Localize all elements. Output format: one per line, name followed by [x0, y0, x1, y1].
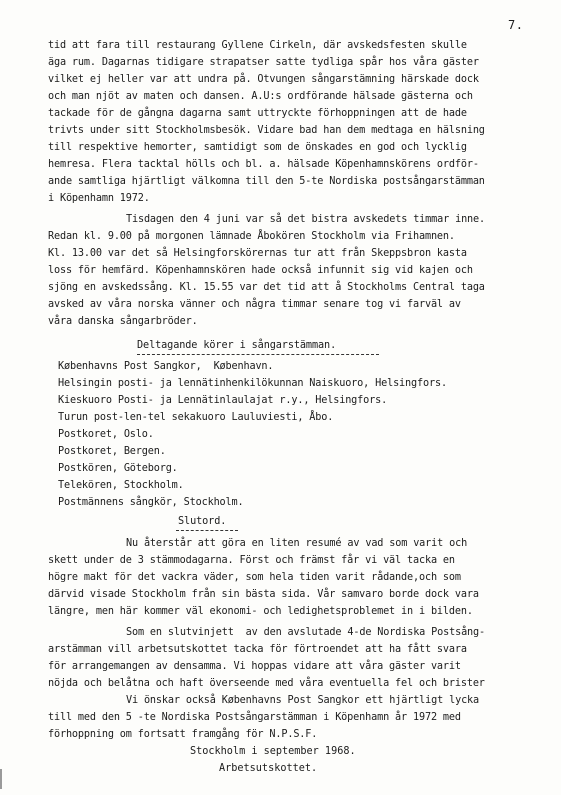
- list-item: Postkören, Göteborg.: [58, 463, 178, 474]
- text-line: nöjda och belåtna och haft överseende med våra eventuella fel och brister: [48, 678, 485, 689]
- text-line: Kl. 13.00 var det så Helsingforskörernas tur att från Skeppsbron kasta: [48, 248, 467, 259]
- text-line: till respektive hemorter, samtidigt som de önskades en god och lycklig: [48, 142, 467, 153]
- text-line: Som en slutvinjett av den avslutade 4-de Nordiska Postsång-: [126, 627, 486, 638]
- text-line: Tisdagen den 4 juni var så det bistra avskedets timmar inne.: [126, 214, 486, 225]
- list-item: Postmännens sångkör, Stockholm.: [58, 497, 244, 508]
- closing-heading: Slutord.: [178, 516, 227, 527]
- closing-heading-underline: [176, 530, 238, 531]
- text-line: i Köpenhamn 1972.: [48, 193, 150, 204]
- signature-place-date: Stockholm i september 1968.: [190, 746, 356, 757]
- list-item: Telekören, Stockholm.: [58, 480, 184, 491]
- list-item: Helsingin posti- ja lennätinhenkilökunnan Naiskuoro, Helsingfors.: [58, 378, 447, 389]
- choirs-heading-underline: [137, 354, 379, 355]
- text-line: för arrangemangen av densamma. Vi hoppas vidare att våra gäster varit: [48, 661, 461, 672]
- text-line: därvid visade Stockholm från sin bästa sida. Vår samvaro borde dock vara: [48, 589, 479, 600]
- text-line: loss för hemfärd. Köpenhamnskören hade också infunnit sig vid kajen och: [48, 265, 473, 276]
- text-line: trivts under sitt Stockholmsbesök. Vidare bad han dem medtaga en hälsning: [48, 125, 485, 136]
- text-line: tid att fara till restaurang Gyllene Cirkeln, där avskedsfesten skulle: [48, 40, 467, 51]
- list-item: Postkoret, Oslo.: [58, 429, 154, 440]
- text-line: Vi önskar också Københavns Post Sangkor ett hjärtligt lycka: [126, 695, 480, 706]
- text-line: längre, men här kommer väl ekonomi- och ledighetsproblemet in i bilden.: [48, 606, 473, 617]
- page-number: 7.: [508, 18, 524, 32]
- text-line: och man njöt av maten och dansen. A.U:s ordförande hälsade gästerna och: [48, 91, 473, 102]
- text-line: skett under de 3 stämmodagarna. Först och främst får vi väl tacka en: [48, 555, 455, 566]
- text-line: arstämman vill arbetsutskottet tacka för förtroendet att ha fått svara: [48, 644, 467, 655]
- text-line: till med den 5 -te Nordiska Postsångarstämman i Köpenhamn år 1972 med: [48, 712, 461, 723]
- text-line: äga rum. Dagarnas tidigare strapatser satte tydliga spår hos våra gäster: [48, 57, 479, 68]
- text-line: förhoppning om fortsatt framgång för N.P.S.F.: [48, 729, 318, 740]
- text-line: ande samtliga hjärtligt välkomna till den 5-te Nordiska postsångarstämman: [48, 176, 485, 187]
- signature-signed-by: Arbetsutskottet.: [219, 763, 318, 774]
- list-item: Postkoret, Bergen.: [58, 446, 166, 457]
- text-line: sjöng en avskedssång. Kl. 15.55 var det tid att å Stockholms Central taga: [48, 282, 485, 293]
- text-line: avsked av våra norska vänner och några timmar senare tog vi farväl av: [48, 299, 461, 310]
- text-line: högre makt för det vackra väder, som hela tiden varit rådande,och som: [48, 572, 461, 583]
- scan-edge-mark: [0, 769, 16, 789]
- text-line: Redan kl. 9.00 på morgonen lämnade Åbokören Stockholm via Frihamnen.: [48, 231, 455, 242]
- list-item: Kieskuoro Posti- ja Lennätinlaulajat r.y., Helsingfors.: [58, 395, 388, 406]
- text-line: hemresa. Flera tacktal hölls och bl. a. hälsade Köpenhamnskörens ordför-: [48, 159, 479, 170]
- list-item: Københavns Post Sangkor, København.: [58, 361, 274, 372]
- text-line: Nu återstår att göra en liten resumé av vad som varit och: [126, 538, 468, 549]
- text-line: tackade för de gångna dagarna samt uttryckte förhoppningen att de hade: [48, 108, 467, 119]
- text-line: vilket ej heller var att undra på. Otvungen sångarstämning härskade dock: [48, 74, 479, 85]
- choirs-heading: Deltagande körer i sångarstämman.: [137, 340, 337, 351]
- text-line: våra danska sångarbröder.: [48, 316, 198, 327]
- list-item: Turun post-len-tel sekakuoro Lauluviesti, Åbo.: [58, 412, 334, 423]
